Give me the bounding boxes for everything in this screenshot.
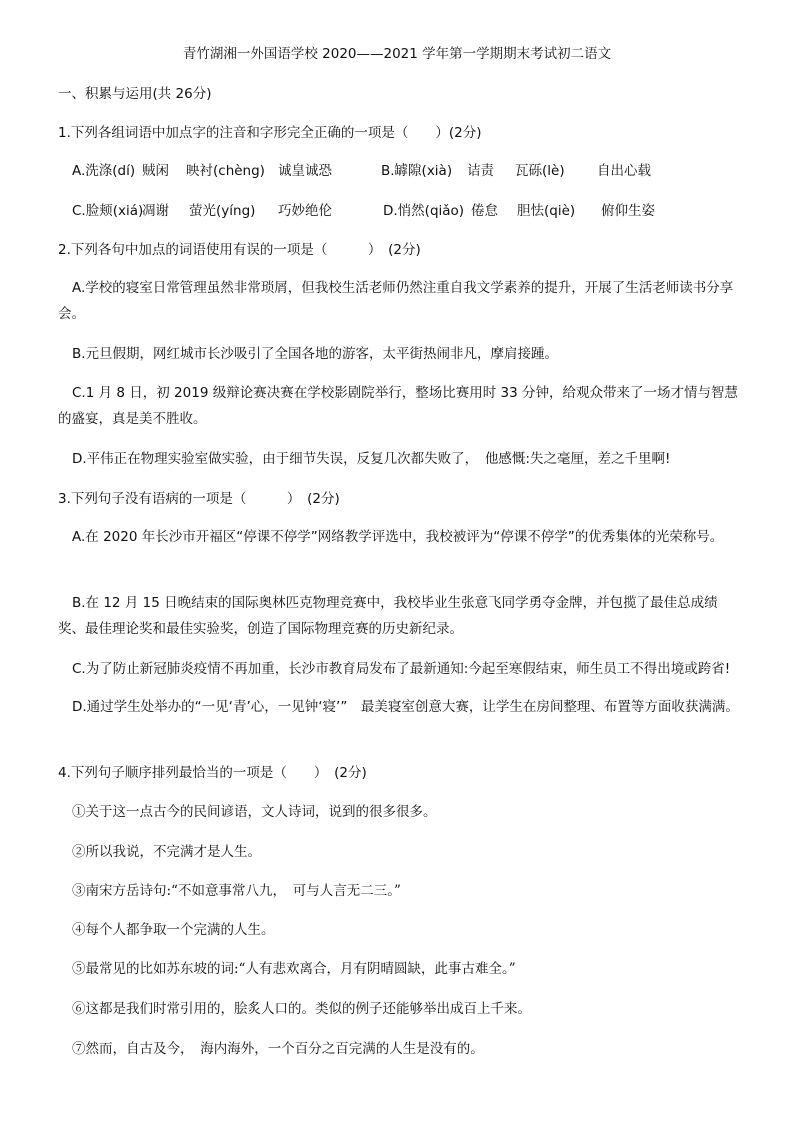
question-2-stem: 2.下列各句中加点的词语使用有误的一项是（ ） (2分) xyxy=(58,242,421,258)
option-a-word-2: 贼闲 xyxy=(142,163,169,179)
question-3-option-d: D.通过学生处举办的“一见‘青’心，一见钟‘寝’” 最美寝室创意大赛，让学生在房间整理、布置等方面收获满满。 xyxy=(72,699,739,715)
option-d-word-2: 倦怠 xyxy=(471,203,498,219)
question-3-option-b: B.在 12 月 15 日晚结束的国际奥林匹克物理竞赛中，我校毕业生张意飞同学勇夺金牌，并包揽了最佳总成绩奖、最佳理论奖和最佳实验奖，创造了国际物理竞赛的历史新纪录。 xyxy=(58,595,718,637)
question-1-options-row-2 xyxy=(72,201,655,221)
option-b-label: B.罅隙(xià) xyxy=(381,163,453,179)
question-4-item: ⑤最常见的比如苏东坡的词:“人有悲欢离合，月有阴晴圆缺，此事古难全。” xyxy=(72,961,516,977)
page-title: 青竹湖湘一外国语学校 2020——2021 学年第一学期期末考试初二语文 xyxy=(182,46,612,62)
option-c-word-2: 凋谢 xyxy=(142,203,169,219)
option-d-word-3: 胆怯(qiè) xyxy=(517,203,576,219)
question-2-option-c: C.1 月 8 日，初 2019 级辩论赛决赛在学校影剧院举行，整场比赛用时 33 分钟，给观众带来了一场才情与智慧的盛宴，真是美不胜收。 xyxy=(58,385,738,427)
question-4-item: ①关于这一点古今的民间谚语，文人诗词，说到的很多很多。 xyxy=(72,804,437,820)
option-b-word-2: 诘责 xyxy=(467,163,494,179)
question-4-item: ③南宋方岳诗句:“不如意事常八九， 可与人言无二三。” xyxy=(72,883,401,899)
option-b-word-3: 瓦砾(lè) xyxy=(515,163,565,179)
option-a-word-3: 映衬(chèng) xyxy=(186,163,265,179)
question-4-item: ⑦然而，自古及今， 海内海外，一个百分之百完满的人生是没有的。 xyxy=(72,1041,484,1057)
question-2-option-b: B.元旦假期，网红城市长沙吸引了全国各地的游客，太平街热闹非凡，摩肩接踵。 xyxy=(72,346,559,362)
option-b-word-4: 自出心载 xyxy=(597,163,651,179)
option-a-word-4: 诚皇诚恐 xyxy=(278,163,332,179)
question-1-options-row-1 xyxy=(72,161,651,181)
option-d-label: D.悄然(qiǎo) xyxy=(383,203,465,219)
option-a-label: A.洗涤(dí) xyxy=(72,163,136,179)
question-2-option-a: A.学校的寝室日常管理虽然非常琐屑，但我校生活老师仍然注重自我文学素养的提升，开展了生活老师读书分享会。 xyxy=(58,280,734,322)
question-4-item: ④每个人都争取一个完满的人生。 xyxy=(72,922,275,938)
option-c-word-3: 萤光(yíng) xyxy=(189,203,256,219)
question-4-item: ⑥这都是我们时常引用的，脍炙人口的。类似的例子还能够举出成百上千来。 xyxy=(72,1001,531,1017)
option-d-word-4: 俯仰生姿 xyxy=(601,203,655,219)
question-2-option-d: D.平伟正在物理实验室做实验，由于细节失误，反复几次都失败了， 他感慨:失之毫厘，差之千里啊! xyxy=(72,451,671,467)
question-3-option-c: C.为了防止新冠肺炎疫情不再加重，长沙市教育局发布了最新通知:今起至寒假结束，师生员工不得出境或跨省! xyxy=(72,661,731,677)
option-c-label: C.脸颊(xiá) xyxy=(72,203,144,219)
question-4-stem: 4.下列句子顺序排列最恰当的一项是（ ） (2分) xyxy=(58,765,367,781)
question-1-stem: 1.下列各组词语中加点字的注音和字形完全正确的一项是（ ）(2分) xyxy=(58,125,482,141)
question-4-item: ②所以我说，不完满才是人生。 xyxy=(72,844,261,860)
question-3-option-a: A.在 2020 年长沙市开福区“停课不停学”网络教学评选中，我校被评为“停课不停学”的优秀集体的光荣称号。 xyxy=(72,529,724,545)
option-c-word-4: 巧妙绝伦 xyxy=(278,203,332,219)
section-heading: 一、积累与运用(共 26分) xyxy=(58,86,212,102)
question-3-stem: 3.下列句子没有语病的一项是（ ） (2分) xyxy=(58,491,340,507)
